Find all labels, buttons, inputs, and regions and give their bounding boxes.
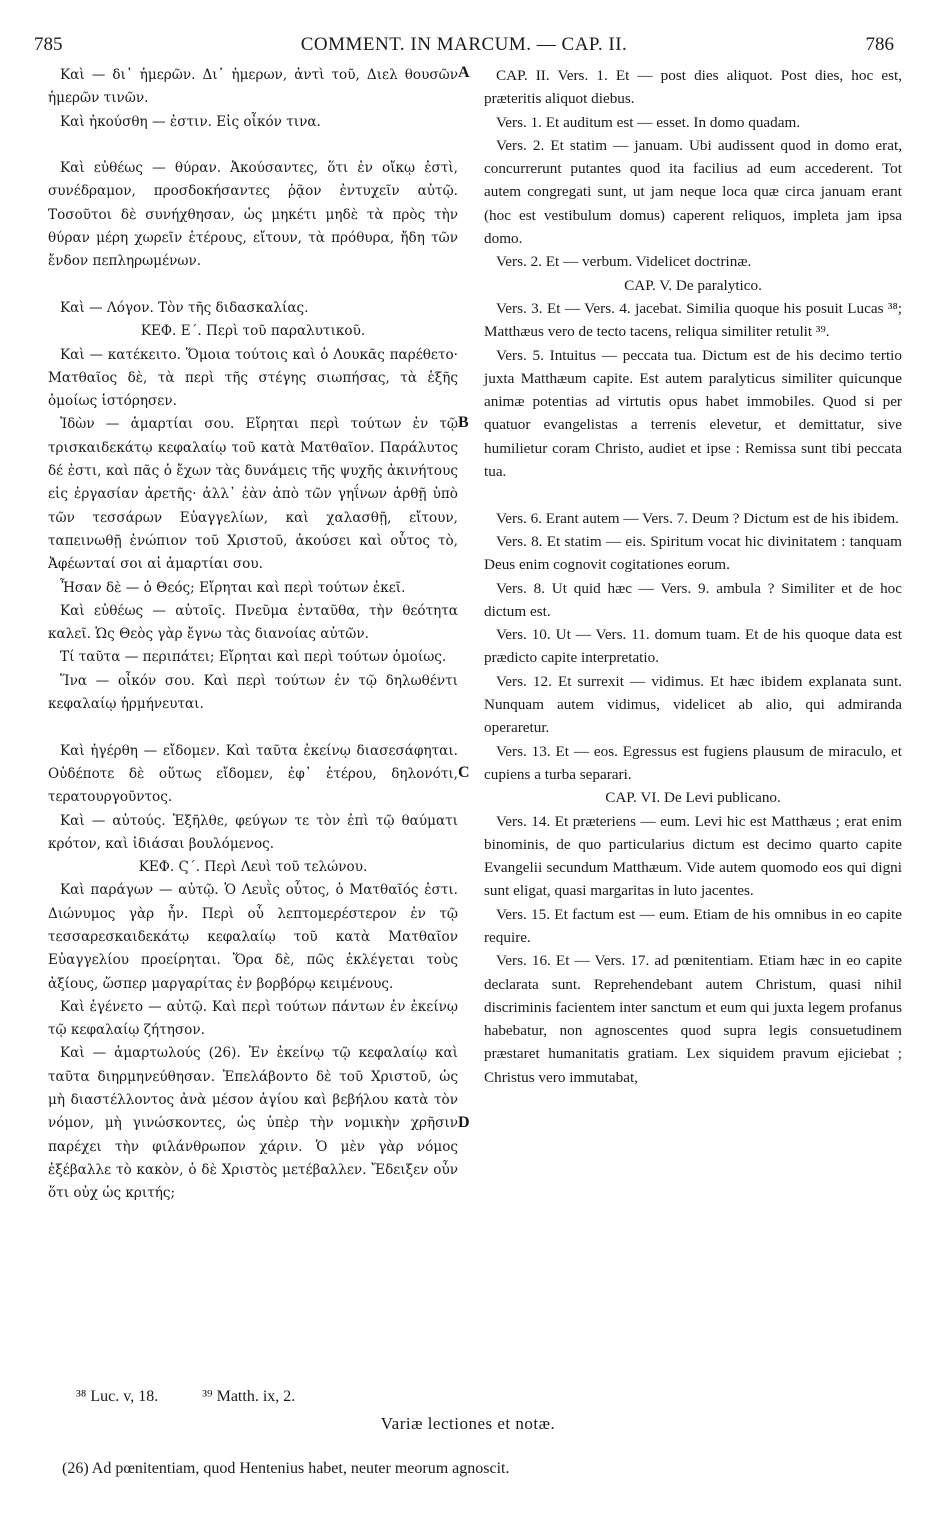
footnote: ³⁸ Luc. v, 18. — [76, 1388, 159, 1405]
latin-chapter-heading: CAP. V. De paralytico. — [624, 276, 762, 294]
greek-paragraph: Ἦσαν δὲ — ὁ Θεός; Εἴρηται καὶ περὶ τούτων ἐκεῖ. — [60, 579, 406, 596]
latin-paragraph: Vers. 12. Et surrexit — vidimus. Et hæc ibidem explanata sunt. Nunquam autem vidimus, videlicet ab alio, qui admiranda operaretur. — [484, 672, 902, 737]
latin-paragraph: Vers. 14. Et præteriens — eum. Levi hic est Matthæus ; erat enim binominis, de quo particularius dictum est decimo quarto capite Evangelii secundum Matthæum. Vide autem quomodo eos qui digni sunt eligat, quasi margaritas in luto jacentes. — [484, 812, 902, 900]
latin-paragraph: Vers. 8. Et statim — eis. Spiritum vocat hic divinitatem : tanquam Deus enim cognovit cogitationes eorum. — [484, 532, 902, 574]
latin-paragraph: Vers. 1. Et auditum est — esset. In domo quadam. — [496, 113, 801, 131]
greek-paragraph: Καὶ παράγων — αὐτῷ. Ὁ Λευῒς οὗτος, ὁ Ματθαῖός ἐστι. Διώνυμος γὰρ ἦν. Περὶ οὗ λεπτομερέστερον ἐν τῷ τεσσαρεσκαιδεκάτῳ κεφαλαίῳ τοῦ κατὰ Ματθαῖον Εὐαγγελίου προείρηται. Ὅρα δὲ, πῶς ἐκλέγεται τοὺς ἀξίους, ὥσπερ μαργαρίτας ἐν βορβόρῳ κειμένους. — [48, 882, 458, 992]
greek-column — [48, 64, 458, 1206]
variae-lectiones-heading: Variæ lectiones et notæ. — [380, 1414, 556, 1433]
page-number-left: 785 — [34, 34, 63, 55]
greek-paragraph: Τί ταῦτα — περιπάτει; Εἴρηται καὶ περὶ τούτων ὁμοίως. — [60, 649, 447, 666]
latin-column — [484, 64, 902, 1089]
latin-paragraph: Vers. 8. Ut quid hæc — Vers. 9. ambula ? Similiter et de hoc dictum est. — [484, 579, 902, 620]
latin-paragraph: Vers. 5. Intuitus — peccata tua. Dictum est de his decimo tertio juxta Matthæum capite. Est autem paralyticus similiter quicunque animæ potentias ad virtutis opus habet immobiles. Quod si per quatuor evangelistas a terrenis elevetur, et demittatur, sive humilietur coram Christo, audiet et ipse : Remissa sunt tibi peccata tua. — [484, 346, 902, 481]
latin-paragraph: Vers. 2. Et — verbum. Videlicet doctrinæ. — [496, 253, 752, 271]
greek-paragraph: Ἵνα — οἶκόν σου. Καὶ περὶ τούτων ἐν τῷ δηλωθέντι κεφαλαίῳ ἡρμήνευται. — [48, 672, 458, 713]
margin-letter-d: D — [458, 1114, 470, 1131]
latin-paragraph: Vers. 15. Et factum est — eum. Etiam de his omnibus in eo capite require. — [484, 905, 902, 946]
greek-paragraph: Καὶ ἠκούσθη — ἐστιν. Εἰς οἶκόν τινα. — [60, 113, 321, 130]
running-title: COMMENT. IN MARCUM. — CAP. II. — [300, 34, 628, 55]
greek-paragraph: Καὶ εὐθέως — αὐτοῖς. Πνεῦμα ἐνταῦθα, τὴν θεότητα καλεῖ. Ὡς Θεὸς γὰρ ἔγνω τὰς διανοίας αὐτῶν. — [48, 602, 458, 643]
variae-note: (26) Ad pœnitentiam, quod Hentenius habet, neuter meorum agnoscit. — [62, 1460, 510, 1477]
latin-paragraph: Vers. 16. Et — Vers. 17. ad pœnitentiam. Etiam hæc in eo capite declarata sunt. Reprehendebant autem Christum, quasi nihil discriminis facientem inter sanctum et eum qui juxta legem profanus habebatur, non agnoscentes quod supra legis consuetudinem præstaret humanitatis gratiam. Lex siquidem pravum ejiciebat ; Christus vero immutabat, — [484, 952, 902, 1086]
latin-paragraph: Vers. 3. Et — Vers. 4. jacebat. Similia quoque his posuit Lucas ³⁸; Matthæus vero de tecto tacens, reliqua similiter retulit ³⁹. — [484, 299, 902, 341]
greek-chapter-heading: ΚΕΦ. Ϛ΄. Περὶ Λευὶ τοῦ τελώνου. — [138, 859, 368, 876]
greek-paragraph: Καὶ — αὐτούς. Ἐξῆλθε, φεύγων τε τὸν ἐπὶ τῷ θαύματι κρότον, καὶ ἰδιάσαι βουλόμενος. — [48, 812, 458, 852]
greek-paragraph: Ἰδὼν — ἁμαρτίαι σου. Εἴρηται περὶ τούτων ἐν τῷ τρισκαιδεκάτῳ κεφαλαίῳ τοῦ κατὰ Ματθαῖον. Παράλυτος δέ ἐστι, καὶ πᾶς ὁ ἔχων τὰς δυνάμεις τῆς ψυχῆς ἀκινήτους εἰς ἐργασίαν ἀρετῆς· ἀλλ᾽ ἐὰν ἀπὸ τῶν γηΐνων ἀρθῇ ὑπὸ τῶν τεσσάρων Εὐαγγελίων, καὶ χαλασθῇ, εἴτουν, ταπεινωθῇ ἐνώπιον τοῦ Χριστοῦ, ἀκούσει καὶ οὗτος τὸ, Ἀφέωνταί σοι αἱ ἁμαρτίαι σου. — [48, 416, 458, 573]
footnote: ³⁹ Matth. ix, 2. — [202, 1388, 296, 1405]
margin-letter-a: A — [458, 64, 470, 81]
greek-paragraph: Καὶ ἠγέρθη — εἴδομεν. Καὶ ταῦτα ἐκείνῳ διασεσάφηται. Οὐδέποτε δὲ οὕτως εἴδομεν, ἐφ᾽ ἑτέρου, δηλονότι, τερατουργοῦντος. — [48, 742, 458, 806]
page-number-right: 786 — [865, 34, 894, 55]
greek-paragraph: Καὶ — δι᾽ ἡμερῶν. Δι᾽ ἡμερων, ἀντὶ τοῦ, Διελ θουσῶν ἡμερῶν τινῶν. — [48, 67, 458, 107]
latin-paragraph: Vers. 10. Ut — Vers. 11. domum tuam. Et de his quoque data est prædicto capite interpretatio. — [484, 626, 902, 667]
footnotes — [76, 1388, 896, 1406]
margin-letter-b: B — [458, 414, 469, 431]
margin-letter-c: C — [458, 764, 470, 781]
greek-paragraph: Καὶ ἐγένετο — αὐτῷ. Καὶ περὶ τούτων πάντων ἐν ἐκείνῳ τῷ κεφαλαίῳ ζήτησον. — [48, 998, 458, 1039]
latin-paragraph: Vers. 2. Et statim — januam. Ubi audissent quod in domo erat, concurrerunt putantes quod ita facilius ad eum accederent. Tot autem congregati sunt, ut jam neque loca quæ circa januam erant (hoc est vestibulum domus) caperent reliquos, impleta jam ipsa domo. — [484, 136, 902, 248]
latin-paragraph: Vers. 6. Erant autem — Vers. 7. Deum ? Dictum est de his ibidem. — [496, 509, 899, 527]
greek-paragraph: Καὶ — ἁμαρτωλούς (26). Ἐν ἐκείνῳ τῷ κεφαλαίῳ καὶ ταῦτα διηρμηνεύθησαν. Ἐπελάβοντο δὲ τοῦ Χριστοῦ, ὡς μὴ διαστέλλοντος ἀνὰ μέσον ἁγίου καὶ βεβήλου κατὰ τὸν νόμον, μὴ γινώσκοντες, ὡς ὑπὲρ τὴν νομικὴν χρῆσιν παρέχει τὴν φιλάνθρωπον χάριν. Ὁ μὲν γὰρ νόμος ἐξέβαλλε τὸ κακὸν, ὁ δὲ Χριστὸς μετέβαλλεν. Ἔδειξεν οὖν ὅτι οὐχ ὡς κριτής; — [48, 1045, 458, 1202]
latin-paragraph: Vers. 13. Et — eos. Egressus est fugiens plausum de miraculo, et cupiens a turba separari. — [484, 742, 902, 783]
greek-paragraph: Καὶ — Λόγον. Τὸν τῆς διδασκαλίας. — [60, 299, 309, 316]
page-header — [34, 34, 894, 60]
latin-chapter-heading: CAP. VI. De Levi publicano. — [605, 789, 781, 807]
greek-chapter-heading: ΚΕΦ. Ε΄. Περὶ τοῦ παραλυτικοῦ. — [140, 323, 366, 340]
latin-paragraph: CAP. II. Vers. 1. Et — post dies aliquot. Post dies, hoc est, præteritis aliquot diebus. — [484, 67, 902, 108]
greek-paragraph: Καὶ — κατέκειτο. Ὅμοια τούτοις καὶ ὁ Λουκᾶς παρέθετο· Ματθαῖος δὲ, τὰ περὶ τῆς στέγης σιωπήσας, τὰ ἑξῆς ὁμοίως ἱστόρησεν. — [48, 346, 458, 410]
greek-paragraph: Καὶ εὐθέως — θύραν. Ἀκούσαντες, ὅτι ἐν οἴκῳ ἐστὶ, συνέδραμον, προσδοκήσαντες ῥᾷον ἐντυχεῖν αὐτῷ. Τοσοῦτοι δὲ συνήχθησαν, ὡς μηκέτι μηδὲ τὰ πρὸς τὴν θύραν μέρη χωρεῖν ἑτέρους, εἴτουν, τὰ πρόθυρα, ἤδη τῶν ἔνδον πεπληρωμένων. — [48, 160, 458, 270]
